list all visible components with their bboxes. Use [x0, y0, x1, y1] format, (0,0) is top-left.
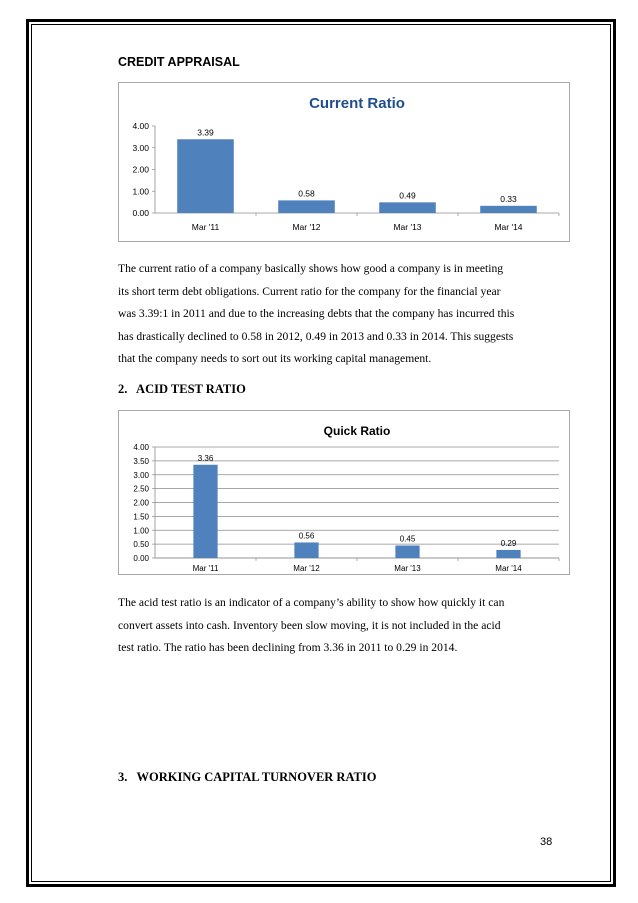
- acid-test-heading: 2. ACID TEST RATIO: [118, 382, 246, 396]
- y-tick-label: 2.00: [132, 164, 149, 175]
- data-label: 3.39: [197, 127, 214, 138]
- chart-title: Quick Ratio: [323, 424, 391, 438]
- category-label: Mar '13: [393, 222, 422, 232]
- data-label: 0.29: [500, 538, 517, 548]
- section-title: CREDIT APPRAISAL: [118, 55, 240, 69]
- page-number: 38: [540, 836, 553, 848]
- y-tick-label: 2.00: [133, 498, 149, 508]
- y-tick-label: 0.00: [133, 554, 149, 563]
- bar: [379, 202, 436, 213]
- paragraph-line: that the company needs to sort out its working capital management.: [118, 352, 432, 365]
- y-tick-label: 4.00: [132, 121, 149, 131]
- paragraph-line: convert assets into cash. Inventory been slow moving, it is not included in the acid: [118, 618, 501, 632]
- bar: [480, 206, 537, 213]
- chart-title: Current Ratio: [309, 95, 405, 112]
- category-label: Mar '12: [293, 564, 320, 573]
- category-label: Mar '13: [394, 564, 421, 573]
- category-label: Mar '11: [192, 564, 219, 573]
- y-tick-label: 2.50: [133, 484, 149, 494]
- y-tick-label: 3.50: [133, 456, 149, 466]
- bar: [177, 139, 234, 213]
- data-label: 0.56: [298, 531, 315, 541]
- y-tick-label: 4.00: [133, 443, 149, 452]
- paragraph-line: was 3.39:1 in 2011 and due to the increasing debts that the company has incurred this: [118, 307, 515, 320]
- category-label: Mar '11: [191, 222, 220, 232]
- paragraph-line: its short term debt obligations. Current ratio for the company for the financial year: [118, 284, 501, 298]
- category-label: Mar '14: [495, 564, 522, 573]
- y-tick-label: 0.00: [132, 208, 149, 218]
- quick-ratio-chart-svg: [119, 411, 571, 576]
- data-label: 0.49: [399, 190, 416, 201]
- current-ratio-chart-svg: [119, 83, 571, 243]
- paragraph-line: The current ratio of a company basically shows how good a company is in meeting: [118, 262, 504, 275]
- category-label: Mar '14: [494, 222, 523, 232]
- paragraph-line: test ratio. The ratio has been declining from 3.36 in 2011 to 0.29 in 2014.: [118, 641, 458, 654]
- y-tick-label: 1.50: [133, 512, 149, 522]
- y-tick-label: 1.00: [132, 186, 149, 197]
- bar: [278, 200, 335, 213]
- y-tick-label: 1.00: [133, 526, 149, 536]
- bar: [395, 546, 419, 558]
- data-label: 0.45: [399, 534, 416, 544]
- acid-test-paragraph: [118, 592, 568, 660]
- quick-ratio-chart: [118, 410, 570, 575]
- current-ratio-paragraph: [118, 258, 568, 371]
- data-label: 0.58: [298, 188, 315, 199]
- y-tick-label: 3.00: [132, 142, 149, 153]
- paragraph-line: The acid test ratio is an indicator of a company’s ability to show how quickly it can: [118, 596, 505, 609]
- y-tick-label: 0.50: [133, 540, 149, 550]
- current-ratio-chart: [118, 82, 570, 242]
- paragraph-line: has drastically declined to 0.58 in 2012, 0.49 in 2013 and 0.33 in 2014. This suggests: [118, 329, 514, 343]
- bar: [496, 550, 520, 558]
- data-label: 0.33: [500, 193, 517, 204]
- data-label: 3.36: [197, 453, 214, 463]
- working-capital-heading: 3. WORKING CAPITAL TURNOVER RATIO: [118, 770, 377, 784]
- bar: [193, 465, 217, 558]
- y-tick-label: 3.00: [133, 470, 149, 480]
- bar: [294, 542, 318, 558]
- category-label: Mar '12: [292, 222, 321, 232]
